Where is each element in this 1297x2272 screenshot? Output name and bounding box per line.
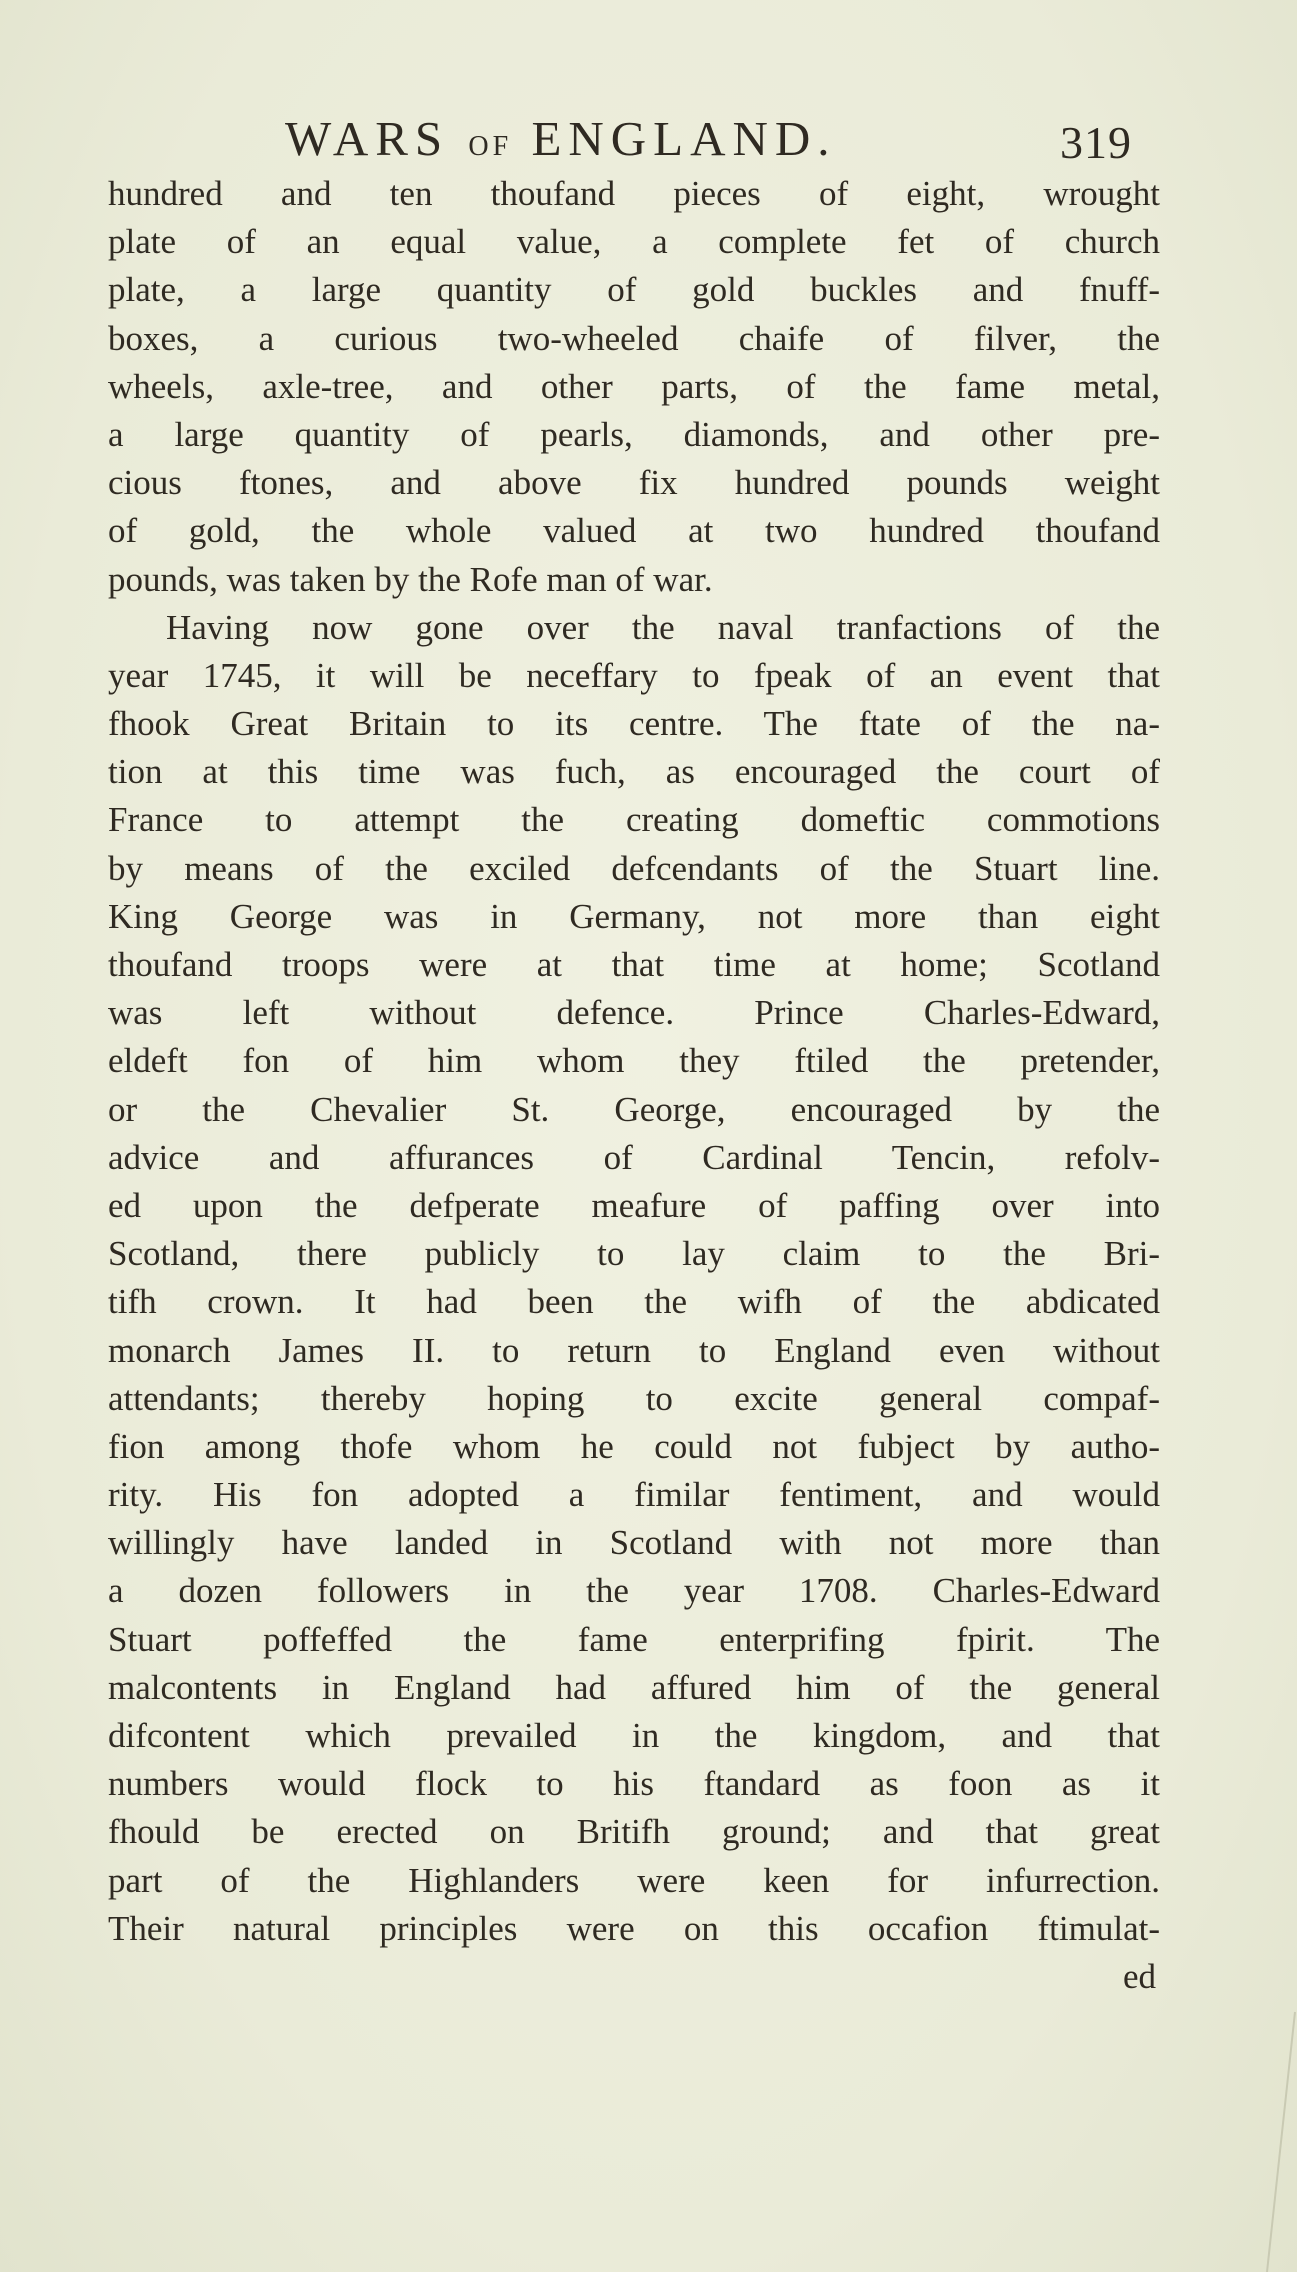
text-line: boxes, a curious two-wheeled chaife of filver, the (108, 318, 1160, 358)
text-line: or the Chevalier St. George, encouraged by the (108, 1089, 1160, 1129)
running-title-wars: WARS (285, 111, 450, 166)
text-line: rity. His fon adopted a fimilar fentiment, and would (108, 1475, 1160, 1515)
text-line: was left without defence. Prince Charles-Edward, (108, 993, 1160, 1033)
text-line: a large quantity of pearls, diamonds, and other pre- (108, 414, 1160, 454)
page-edge-shadow (1237, 1972, 1297, 2272)
text-line: pounds, was taken by the Rofe man of war. (108, 559, 713, 599)
text-line: thoufand troops were at that time at home; Scotland (108, 945, 1160, 984)
text-line: numbers would flock to his ftandard as foon as it (108, 1764, 1160, 1804)
text-line: year 1745, it will be neceffary to fpeak of an event that (108, 655, 1160, 695)
text-line: fion among thofe whom he could not fubject by autho- (108, 1426, 1160, 1466)
text-line: willingly have landed in Scotland with not more than (108, 1523, 1160, 1563)
text-line: difcontent which prevailed in the kingdom, and that (108, 1716, 1160, 1755)
text-line: tion at this time was fuch, as encouraged the court of (108, 752, 1160, 792)
text-line: malcontents in England had affured him of the general (108, 1667, 1160, 1707)
text-line: plate of an equal value, a complete fet of church (108, 222, 1160, 262)
text-line: hundred and ten thoufand pieces of eight, wrought (108, 174, 1160, 213)
running-title (285, 110, 836, 167)
text-line: Having now gone over the naval tranfactions of the (166, 607, 1160, 647)
text-line: by means of the exciled defcendants of the Stuart line. (108, 848, 1160, 888)
running-title-of: OF (468, 131, 513, 162)
text-line: ed upon the defperate meafure of paffing over into (108, 1185, 1160, 1225)
running-title-england: ENGLAND. (531, 111, 837, 166)
text-line: France to attempt the creating domeftic commotions (108, 800, 1160, 840)
body-text (108, 170, 1160, 2001)
catchword: ed (1122, 1956, 1156, 1996)
text-line: Their natural principles were on this occafion ftimulat- (108, 1908, 1160, 1948)
page-number: 319 (1060, 117, 1132, 168)
text-line: a dozen followers in the year 1708. Charles-Edward (108, 1571, 1160, 1611)
text-line: attendants; thereby hoping to excite general compaf- (108, 1378, 1160, 1418)
text-line: eldeft fon of him whom they ftiled the pretender, (108, 1041, 1160, 1081)
text-line: Scotland, there publicly to lay claim to the Bri- (108, 1234, 1160, 1274)
text-line: monarch James II. to return to England even without (108, 1330, 1160, 1370)
text-line: tifh crown. It had been the wifh of the abdicated (108, 1282, 1160, 1322)
running-head (285, 110, 1145, 170)
text-line: advice and affurances of Cardinal Tencin, refolv- (108, 1137, 1160, 1177)
text-line: plate, a large quantity of gold buckles and fnuff- (108, 270, 1160, 310)
text-line: cious ftones, and above fix hundred pounds weight (108, 463, 1160, 503)
text-line: fhould be erected on Britifh ground; and that great (108, 1812, 1160, 1852)
text-line: Stuart poffeffed the fame enterprifing fpirit. The (108, 1619, 1160, 1659)
text-line: part of the Highlanders were keen for infurrection. (108, 1860, 1160, 1900)
text-line: of gold, the whole valued at two hundred thoufand (108, 511, 1160, 551)
text-line: wheels, axle-tree, and other parts, of the fame metal, (108, 366, 1160, 406)
text-line: King George was in Germany, not more than eight (108, 896, 1160, 936)
text-line: fhook Great Britain to its centre. The ftate of the na- (108, 704, 1160, 744)
